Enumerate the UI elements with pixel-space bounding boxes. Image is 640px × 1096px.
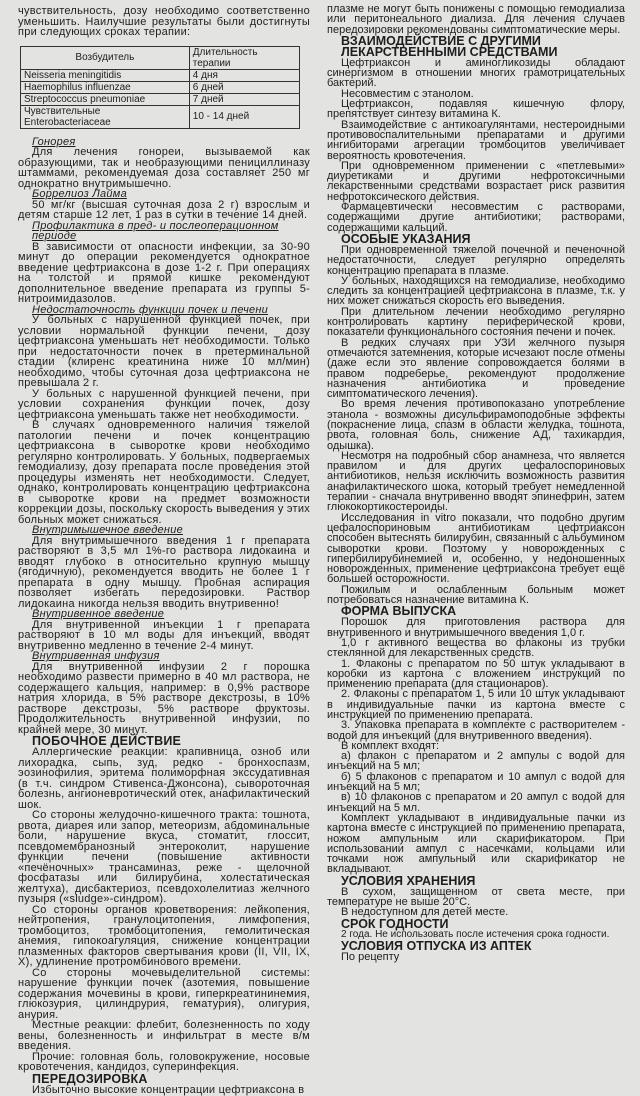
paragraph: Избыточно высокие концентрации цефтриаксона в — [32, 1083, 305, 1096]
paragraph: Цефтриаксон и аминогликозиды обладают синергизмом в отношении многих грамотрицательных бактерий. — [327, 56, 625, 90]
paragraph: У больных с нарушенной функцией почек, при условии нормальной функции печени, дозу цефтриаксона уменьшать нет необходимости. Только при недостаточности почек в претерминальной стадии (клиренс креатинина ниже 10 мл/мин) необходимо, чтобы суточная доза цефтриаксона не превышала 2 г. — [18, 314, 310, 389]
paragraph: Несмотря на подробный сбор анамнеза, что является правилом и для других цефалоспориновых антибиотиков, нельзя исключить возможность развития анафилактического шока, который требует немедленной терапии - сначала внутривенно вводят эпинефрин, затем глюкокортикостероиды. — [327, 449, 625, 514]
section-heading: ПОБОЧНОЕ ДЕЙСТВИЕ — [32, 734, 182, 748]
paragraph: Фармацевтически несовместим с растворами, содержащими другие антибиотики; растворами, содержащими кальций. — [327, 201, 625, 234]
table-row — [21, 105, 300, 128]
table-row — [21, 93, 300, 105]
paragraph: а) флакон с препаратом и 2 ампулы с водой для инъекций на 5 мл; — [327, 750, 625, 773]
paragraph: Пожилым и ослабленным больным может потребоваться назначение витамина К. — [327, 583, 625, 607]
therapy-duration-table — [20, 46, 300, 129]
table-cell: Streptococcus pneumoniae — [21, 93, 190, 105]
section-heading: ПЕРЕДОЗИРОВКА — [32, 1071, 148, 1086]
table-header-cell: Длительность терапии — [189, 46, 299, 69]
table-row — [21, 69, 300, 81]
paragraph: В комплект входят: — [341, 739, 440, 752]
left-column — [18, 6, 310, 1095]
paragraph: В зависимости от опасности инфекции, за 30-90 минут до операции рекомендуется однократное введение цефтриаксона в дозе 1-2 г. При операциях на толстой и прямой кишке рекомендуют дополнительное введение препарата из группы 5-нитроимидазолов. — [18, 240, 310, 305]
section-heading: СРОК ГОДНОСТИ — [341, 916, 449, 931]
paragraph: Для внутримышечного введения 1 г препарата растворяют в 3,5 мл 1%-го раствора лидокаина и вводят глубоко в относительно крупную мышцу (ягодичную), рекомендуется вводить не более 1 г препарата в одну мышцу. Пробная аспирация позволяет избегать передозировки. Раствор лидокаина никогда нельзя вводить внутривенно! — [18, 534, 310, 610]
paragraph: в) 10 флаконов с препаратом и 20 ампул с водой для инъекций на 5 мл. — [327, 791, 625, 814]
paragraph: Комплект укладывают в индивидуальные пачки из картона вместе с инструкцией по применению препарата, ножом ампульным или скарификатором. При использовании ампул с насечками, кольцами или точками нож ампульный или скарификатор не вкладывают. — [327, 811, 625, 876]
paragraph: Со стороны органов кроветворения: лейкопения, нейтропения, гранулоцитопения, лимфопения, тромбоцитоз, тромбоцитопения, гемолитическая анемия, гипокоагуляция, снижение концентрации плазменных факторов свертывания крови (II, VII, IX, X), удлинение протромбинового времени. — [18, 903, 310, 968]
paragraph: чувствительность, дозу необходимо соответственно уменьшить. Наилучшие результаты были достигнуты при следующих сроках терапии: — [18, 5, 310, 38]
subsection-heading: Профилактика в пред- и послеоперационном периоде — [32, 219, 279, 242]
paragraph: Несовместим с этанолом. — [341, 87, 474, 100]
paragraph: При одновременном применении с «петлевыми» диуретиками и другими нефротоксичными лекарственными средствами возрастает риск развития нефротоксического действия. — [327, 159, 625, 203]
paragraph: У больных, находящихся на гемодиализе, необходимо следить за концентрацией цефтриаксона в плазме, т.к. у них может снижаться скорость его выведения. — [327, 274, 625, 308]
subsection-heading: Внутривенная инфузия — [32, 650, 160, 662]
paragraph: Для внутривенной инъекции 1 г препарата растворяют в 10 мл воды для инъекций, вводят внутривенно медленно в течение 2-4 минут. — [18, 618, 310, 652]
section-heading: УСЛОВИЯ ХРАНЕНИЯ — [341, 873, 476, 888]
table-header-row — [21, 46, 300, 69]
paragraph: Цефтриаксон, подавляя кишечную флору, препятствует синтезу витамина К. — [327, 98, 625, 121]
paragraph: В сухом, защищенном от света месте, при температуре не выше 20°С. — [327, 885, 625, 909]
paragraph: Во время лечения противопоказано употребление этанола - возможны дисульфирамоподобные эффекты (покраснение лица, спазм в области желудка, тошнота, рвота, головная боль, снижение АД, тахикардия, одышка). — [327, 398, 625, 452]
paragraph: В редких случаях при УЗИ желчного пузыря отмечаются затемнения, которые исчезают после отмены (даже если это явление сопровождается болями в правом подреберье, рекомендуют продолжение назначения антибиотика и проведение симптоматического лечения). — [327, 336, 625, 401]
table-header-cell: Возбудитель — [21, 46, 190, 69]
paragraph: 2 года. Не использовать после истечения срока годности. — [341, 928, 610, 940]
subsection-heading: Боррелиоз Лайма — [32, 188, 127, 200]
paragraph: Порошок для приготовления раствора для внутривенного и внутримышечного введения 1,0 г. — [327, 616, 625, 639]
paragraph: плазме не могут быть понижены с помощью гемодиализа или перитонеального диализа. Для лечения случаев передозировки рекомендованы симптоматические меры. — [327, 3, 625, 36]
subsection-heading: Гонорея — [32, 135, 76, 148]
table-cell: 7 дней — [189, 93, 299, 105]
paragraph: В недоступном для детей месте. — [341, 906, 509, 919]
paragraph: Местные реакции: флебит, болезненность по ходу вены, болезненность и инфильтрат в месте в/м введения. — [18, 1019, 310, 1052]
section-heading: ВЗАИМОДЕЙСТВИЕ С ДРУГИМИ ЛЕКАРСТВЕННЫМИ СРЕДСТВАМИ — [341, 33, 558, 59]
paragraph: У больных с нарушенной функцией печени, при условии сохранения функции почек, дозу цефтриаксона уменьшать также нет необходимости. — [18, 387, 310, 421]
paragraph: Для внутривенной инфузии 2 г порошка необходимо развести примерно в 40 мл раствора, не содержащего кальция, например: в 0,9% растворе натрия хлорида, в 5% растворе декстрозы, в 10% растворе декстрозы, 5% растворе фруктозы. Продолжительность внутривенной инфузии, по крайней мере, 30 минут. — [18, 660, 310, 736]
paragraph: Аллергические реакции: крапивница, озноб или лихорадка, сыпь, зуд, редко - бронхоспазм, эозинофилия, эритема полиморфная экссудативная (в т.ч. синдром Стивенса-Джонсона), сывороточная болезнь, ангионевротический отек, анафилактический шок. — [18, 746, 310, 811]
subsection-heading: Внутримышечное введение — [32, 524, 183, 536]
paragraph: Взаимодействие с антикоагулянтами, нестероидными противовоспалительными препаратами и другими ингибиторами агрегации тромбоцитов увеличивает вероятность кровотечения. — [327, 118, 625, 162]
paragraph: Исследования in vitro показали, что подобно другим цефалоспориновым антибиотикам цефтриаксон способен вытеснять билирубин, связанный с альбумином сыворотки крови. Поэтому у новорожденных с гипербилирубинемией и, особенно, у недоношенных новорожденных, применение цефтриаксона требует ещё большей осторожности. — [327, 511, 625, 586]
paragraph: 1,0 г активного вещества во флаконы из трубки стеклянной для лекарственных средств. — [327, 636, 625, 660]
subsection-heading: Внутривенное введение — [32, 608, 165, 620]
right-column — [327, 4, 625, 962]
paragraph: Со стороны желудочно-кишечного тракта: тошнота, рвота, диарея или запор, метеоризм, абдоминальные боли, нарушение вкуса, стоматит, глоссит, псевдомембранозный энтероколит, нарушение функции печени (повышение активности «печёночных» трансаминаз, реже - щелочной фосфатазы или билирубина, холестатическая желтуха), дисбактериоз, псевдохолелитиаз желчного пузыря («sludge»-синдром). — [18, 809, 310, 905]
paragraph: 3. Упаковка препарата в комплекте с растворителем - водой для инъекций (для внутривенного введения). — [327, 719, 625, 742]
table-cell: Чувствительные Enterobacteriaceae — [21, 105, 190, 128]
paragraph: 2. Флаконы с препаратом 1, 5 или 10 штук укладывают в индивидуальные пачки из картона вместе с инструкцией по применению препарата. — [327, 688, 625, 721]
paragraph: Для лечения гонореи, вызываемой как образующими, так и необразующими пенициллиназу штаммами, рекомендуемая доза составляет 250 мг однократно внутримышечно. — [18, 146, 310, 190]
section-heading: ФОРМА ВЫПУСКА — [341, 604, 457, 619]
paragraph: 50 мг/кг (высшая суточная доза 2 г) взрослым и детям старше 12 лет, 1 раз в сутки в течение 14 дней. — [18, 198, 310, 221]
table-cell: 6 дней — [189, 81, 299, 93]
paragraph: б) 5 флаконов с препаратом и 10 ампул с водой для инъекций на 5 мл; — [327, 770, 625, 794]
paragraph: Со стороны мочевыделительной системы: нарушение функции почек (азотемия, повышение содержания мочевины в крови, гиперкреатининемия, глюкозурия, цилиндрурия, гематурия), олигурия, анурия. — [18, 966, 310, 1021]
paragraph: Прочие: головная боль, головокружение, носовые кровотечения, кандидоз, суперинфекция. — [18, 1050, 310, 1073]
paragraph: 1. Флаконы с препаратом по 50 штук укладывают в коробки из картона с вложением инструкций по применению препарата (для стационаров). — [327, 657, 625, 691]
paragraph: При одновременной тяжелой почечной и печеночной недостаточности, следует регулярно определять концентрацию препарата в плазме. — [327, 243, 625, 277]
table-cell: 4 дня — [189, 69, 299, 81]
paragraph: В случаях одновременного наличия тяжелой патологии печени и почек концентрацию цефтриаксона в сыворотке крови необходимо регулярно контролировать. У больных, подвергаемых гемодиализу, дозу препарата после проведения этой процедуры изменять нет необходимости. Следует, однако, контролировать концентрацию цефтриаксона в сыворотке крови на предмет возможности коррекции дозы, поскольку скорость выведения у этих больных может снижаться. — [18, 419, 310, 526]
table-cell: 10 - 14 дней — [189, 105, 299, 128]
table-cell: Haemophilus influenzae — [21, 81, 190, 93]
subsection-heading: Недостаточность функции почек и печени — [32, 303, 269, 316]
paragraph: По рецепту — [341, 950, 400, 963]
section-heading: УСЛОВИЯ ОТПУСКА ИЗ АПТЕК — [341, 938, 532, 953]
section-heading: ОСОБЫЕ УКАЗАНИЯ — [341, 231, 471, 246]
paragraph: При длительном лечении необходимо регулярно контролировать картину периферической крови, показатели функционального состояния печени и почек. — [327, 305, 625, 339]
table-cell: Neisseria meningitidis — [21, 69, 190, 81]
table-row — [21, 81, 300, 93]
